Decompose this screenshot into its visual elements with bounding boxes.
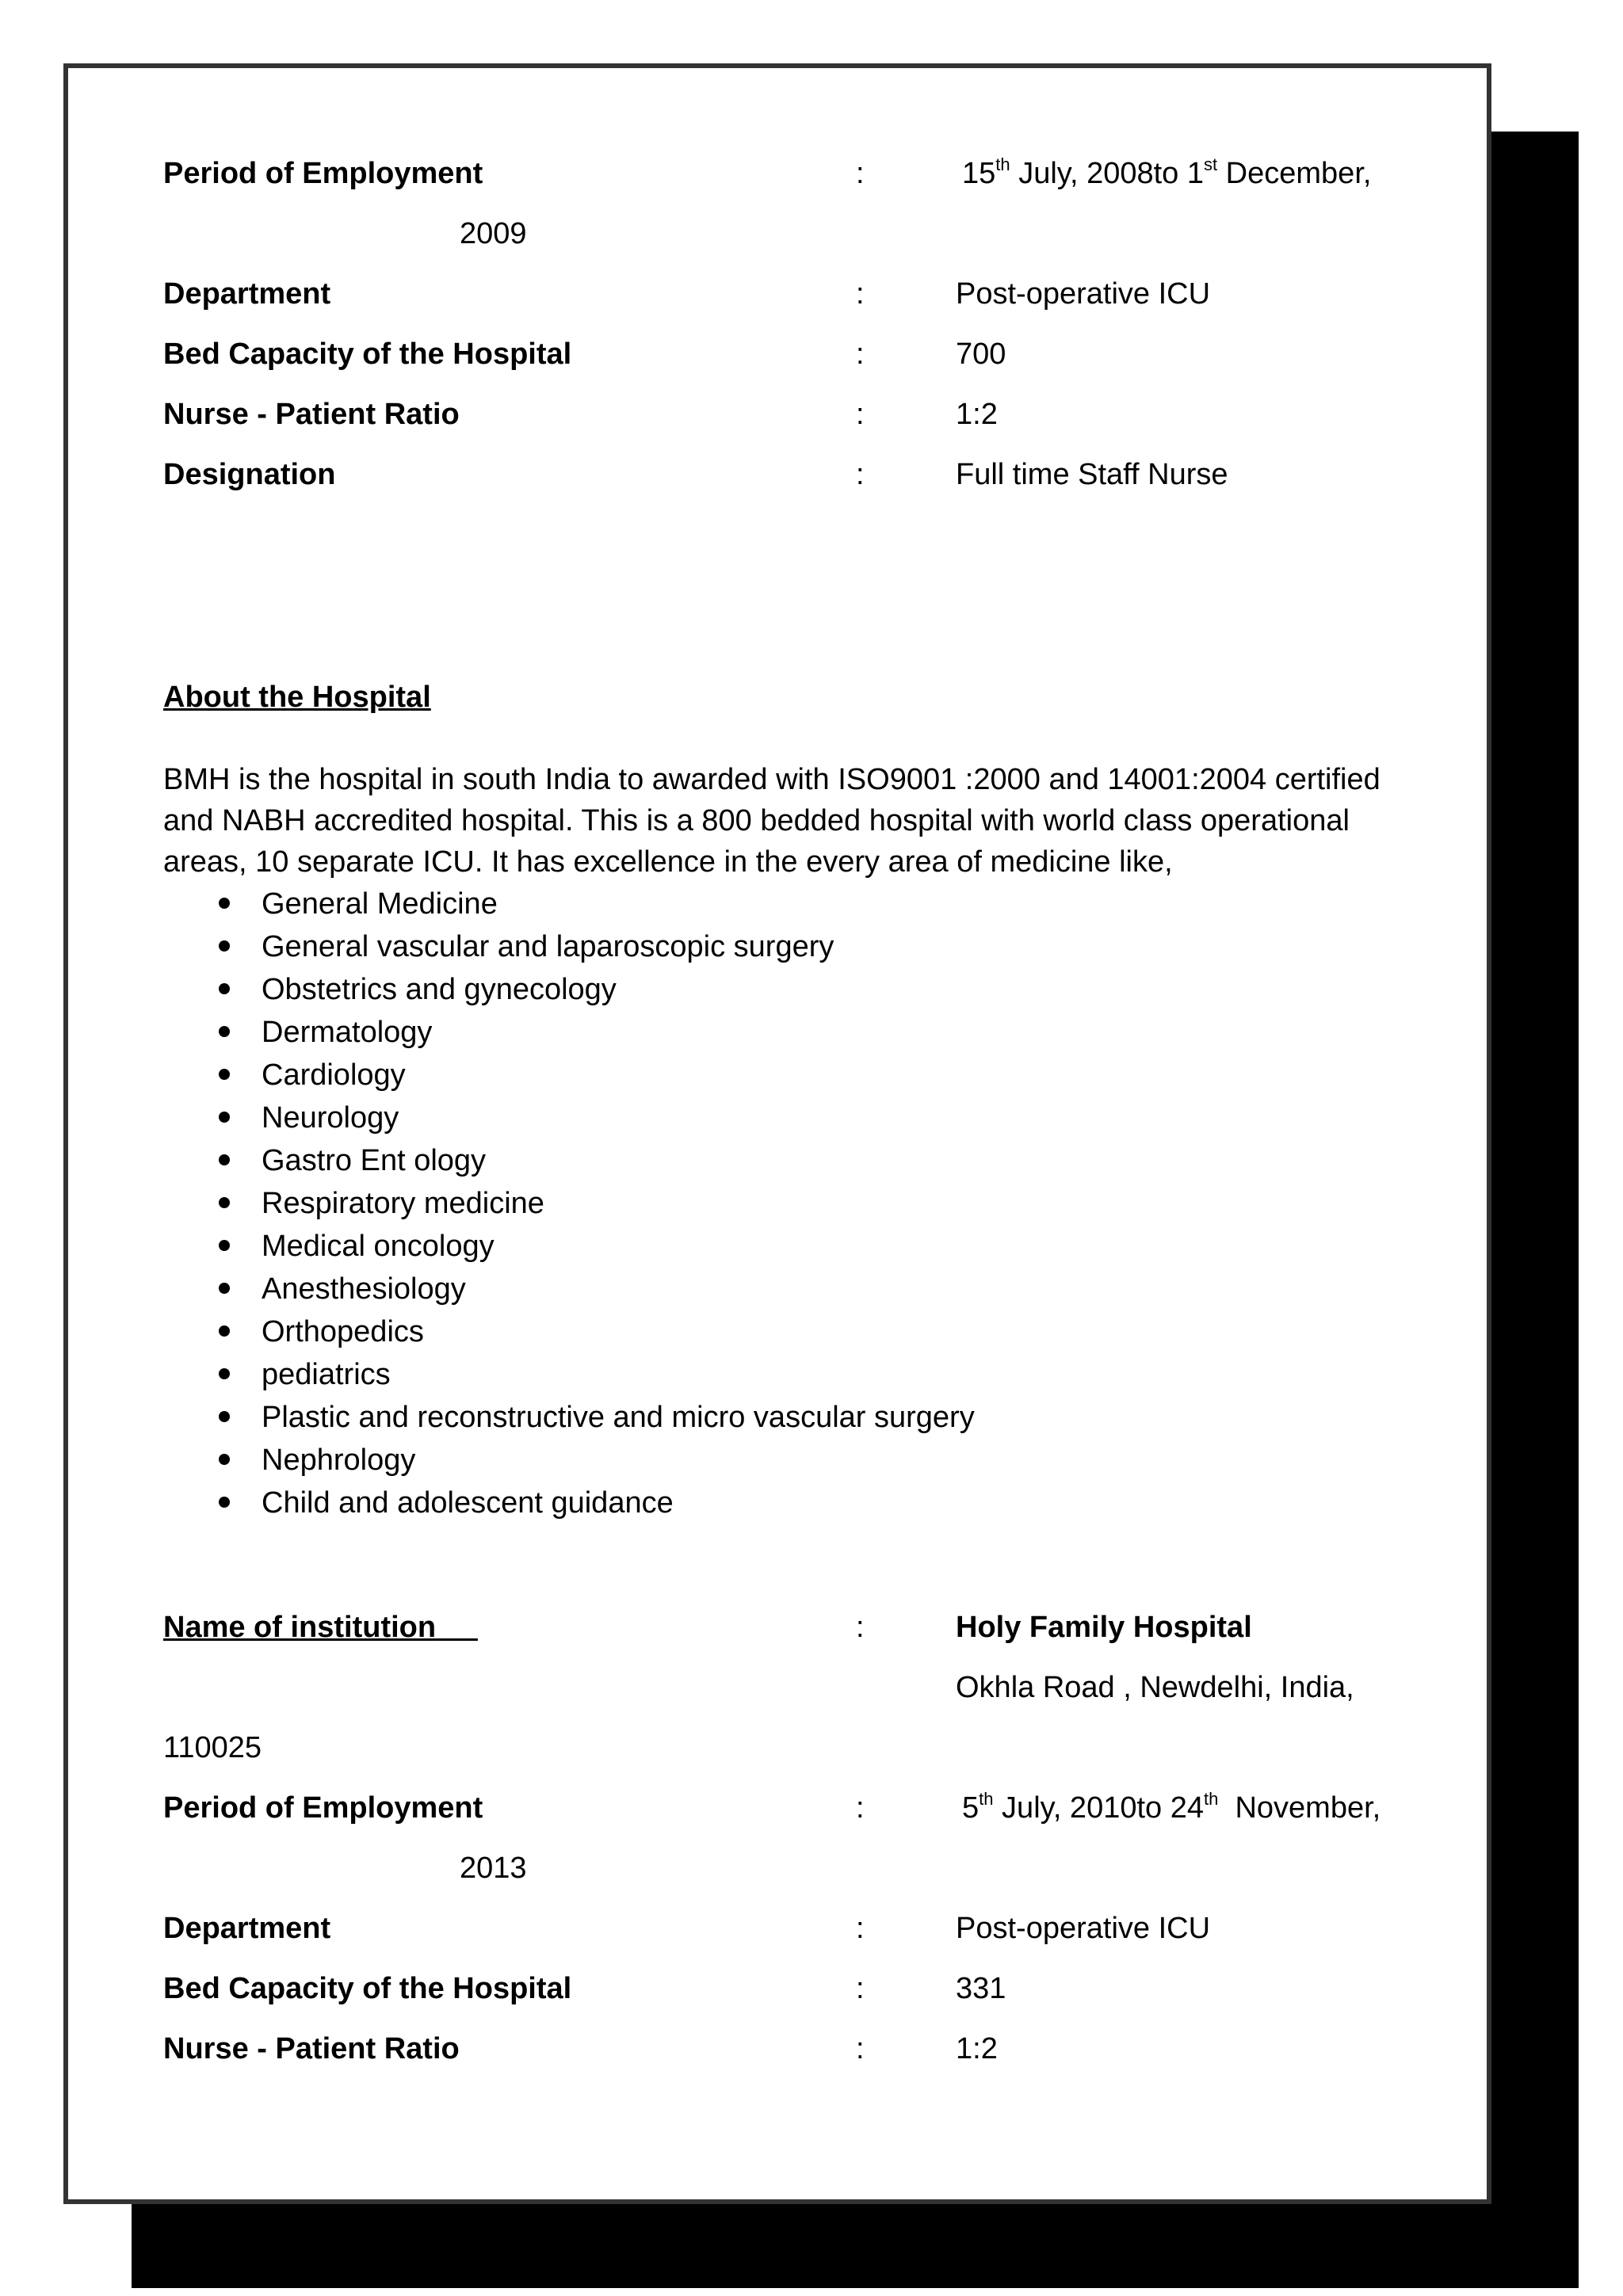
specialty-item bbox=[163, 1439, 1431, 1482]
specialty-text: General Medicine bbox=[262, 887, 498, 921]
address-pin: 110025 bbox=[163, 1731, 262, 1764]
about-paragraph: BMH is the hospital in south India to awarded with ISO9001 :2000 and 14001:2004 certified and NABH accredited hospital. This is a 800 bedded hospital with world class operational areas, 10 separate ICU. It has excellence in the every area of medicine like, bbox=[163, 763, 1381, 879]
period-label: Period of Employment bbox=[163, 157, 483, 190]
specialty-text: Respiratory medicine bbox=[262, 1187, 544, 1220]
ratio-value: 1:2 bbox=[956, 2032, 998, 2065]
specialty-item bbox=[163, 1011, 1431, 1054]
colon: : bbox=[856, 2032, 865, 2065]
specialty-text: Obstetrics and gynecology bbox=[262, 973, 617, 1006]
address-line: Okhla Road , Newdelhi, India, bbox=[956, 1671, 1354, 1704]
specialty-text: Neurology bbox=[262, 1101, 399, 1135]
institution-value: Holy Family Hospital bbox=[956, 1611, 1252, 1644]
designation-label: Designation bbox=[163, 458, 336, 491]
colon: : bbox=[856, 1972, 865, 2005]
specialty-text: Cardiology bbox=[262, 1058, 406, 1092]
specialty-item bbox=[163, 1054, 1431, 1097]
specialty-item bbox=[163, 1097, 1431, 1139]
institution-label: Name of institution bbox=[163, 1611, 437, 1644]
specialty-item bbox=[163, 1353, 1431, 1396]
colon: : bbox=[856, 1611, 865, 1644]
colon: : bbox=[856, 1912, 865, 1945]
specialty-item bbox=[163, 883, 1431, 925]
specialty-text: Orthopedics bbox=[262, 1315, 424, 1348]
period-value: 5th July, 2010to 24th November, bbox=[962, 1789, 1381, 1825]
specialty-item bbox=[163, 1139, 1431, 1182]
department-label: Department bbox=[163, 1912, 331, 1945]
specialty-item bbox=[163, 1268, 1431, 1310]
bed-capacity-label: Bed Capacity of the Hospital bbox=[163, 1972, 572, 2005]
department-value: Post-operative ICU bbox=[956, 1912, 1211, 1945]
specialty-item bbox=[163, 968, 1431, 1011]
specialty-text: Anesthesiology bbox=[262, 1272, 466, 1306]
bed-capacity-value: 331 bbox=[956, 1972, 1006, 2005]
department-label: Department bbox=[163, 277, 331, 311]
specialty-item bbox=[163, 1482, 1431, 1524]
specialty-list bbox=[163, 883, 1431, 1524]
period-label: Period of Employment bbox=[163, 1791, 483, 1825]
designation-value: Full time Staff Nurse bbox=[956, 458, 1228, 491]
specialty-item bbox=[163, 925, 1431, 968]
specialty-text: General vascular and laparoscopic surgery bbox=[262, 930, 834, 963]
specialty-text: Gastro Ent ology bbox=[262, 1144, 487, 1177]
ratio-label: Nurse - Patient Ratio bbox=[163, 398, 460, 431]
about-section bbox=[163, 759, 1431, 1524]
ratio-label: Nurse - Patient Ratio bbox=[163, 2032, 460, 2065]
ratio-value: 1:2 bbox=[956, 398, 998, 431]
department-value: Post-operative ICU bbox=[956, 277, 1211, 311]
period-value: 15th July, 2008to 1st December, bbox=[962, 154, 1372, 190]
specialty-item bbox=[163, 1225, 1431, 1268]
page-shadow-right bbox=[1491, 132, 1579, 2288]
specialty-item bbox=[163, 1396, 1431, 1439]
colon: : bbox=[856, 1791, 865, 1825]
specialty-text: pediatrics bbox=[262, 1358, 391, 1391]
specialty-text: Nephrology bbox=[262, 1444, 416, 1477]
bed-capacity-label: Bed Capacity of the Hospital bbox=[163, 338, 572, 371]
colon: : bbox=[856, 338, 865, 371]
about-heading: About the Hospital bbox=[163, 681, 431, 714]
colon: : bbox=[856, 398, 865, 431]
specialty-item bbox=[163, 1182, 1431, 1225]
colon: : bbox=[856, 458, 865, 491]
specialty-text: Medical oncology bbox=[262, 1230, 495, 1263]
page-shadow-bottom bbox=[132, 2204, 1579, 2288]
period-year: 2013 bbox=[460, 1852, 527, 1885]
colon: : bbox=[856, 157, 865, 190]
colon: : bbox=[856, 277, 865, 311]
specialty-text: Child and adolescent guidance bbox=[262, 1486, 674, 1520]
period-year: 2009 bbox=[460, 217, 527, 250]
bed-capacity-value: 700 bbox=[956, 338, 1006, 371]
specialty-item bbox=[163, 1310, 1431, 1353]
specialty-text: Plastic and reconstructive and micro vascular surgery bbox=[262, 1401, 975, 1434]
specialty-text: Dermatology bbox=[262, 1016, 433, 1049]
